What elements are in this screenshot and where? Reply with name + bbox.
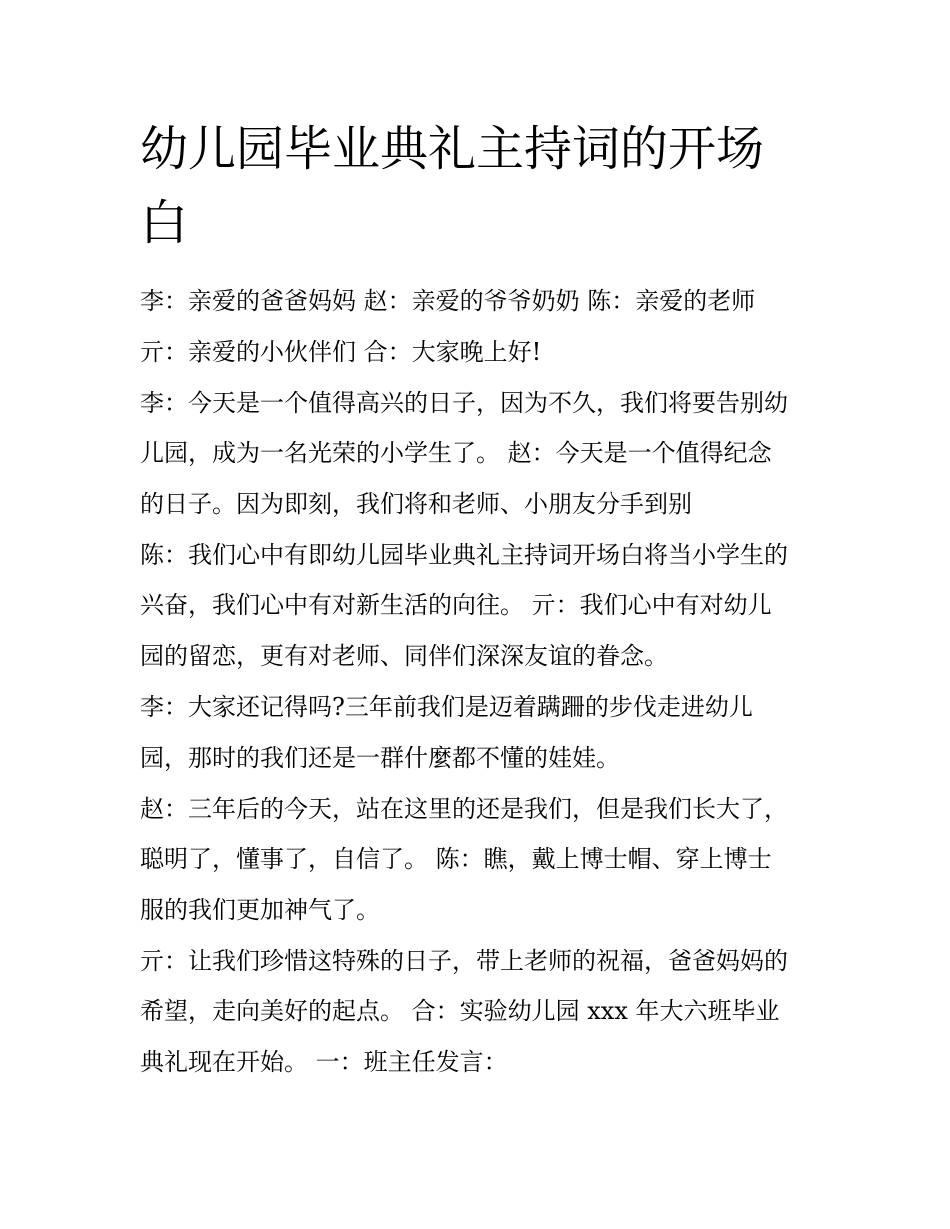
- text-line: 李：今天是一个值得高兴的日子，因为不久，我们将要告别幼: [140, 389, 788, 417]
- text-line: 聪明了，懂事了，自信了。 陈：瞧，戴上博士帽、穿上博士: [140, 845, 772, 873]
- text-line: 亓：让我们珍惜这特殊的日子，带上老师的祝福，爸爸妈妈的: [140, 947, 788, 975]
- text-line: 赵：三年后的今天，站在这里的还是我们，但是我们长大了，: [140, 795, 788, 823]
- text-line: 李：大家还记得吗?三年前我们是迈着蹒跚的步伐走进幼儿: [140, 693, 753, 721]
- text-line: 兴奋，我们心中有对新生活的向往。 亓：我们心中有对幼儿: [140, 591, 772, 619]
- text-line: 陈：我们心中有即幼儿园毕业典礼主持词开场白将当小学生的: [140, 541, 788, 569]
- document-title: [140, 112, 820, 260]
- text-line: 亓：亲爱的小伙伴们 合：大家晚上好!: [140, 338, 542, 366]
- title-line-2: 白: [140, 195, 189, 251]
- text-line: 服的我们更加神气了。: [140, 896, 380, 924]
- text-line: 儿园，成为一名光荣的小学生了。 赵：今天是一个值得纪念: [140, 439, 772, 467]
- text-line: 园的留恋，更有对老师、同伴们深深友谊的眷念。: [140, 642, 668, 670]
- text-line: 李：亲爱的爸爸妈妈 赵：亲爱的爷爷奶奶 陈：亲爱的老师: [140, 287, 756, 315]
- text-line: 希望，走向美好的起点。 合：实验幼儿园 xxx 年大六班毕业: [140, 997, 780, 1025]
- text-line: 典礼现在开始。 一：班主任发言：: [140, 1048, 508, 1076]
- text-line: 的日子。因为即刻，我们将和老师、小朋友分手到别: [140, 490, 692, 518]
- text-line: 园，那时的我们还是一群什麼都不懂的娃娃。: [140, 744, 620, 772]
- title-line-1: 幼儿园毕业典礼主持词的开场: [140, 121, 765, 177]
